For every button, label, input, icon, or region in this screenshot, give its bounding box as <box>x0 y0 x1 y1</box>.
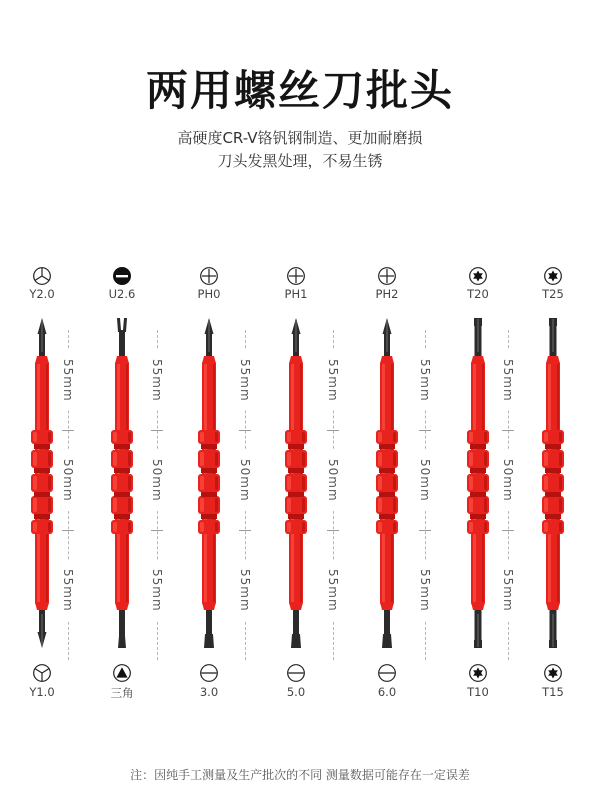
length-guide <box>225 310 265 660</box>
torx-icon <box>468 266 488 286</box>
length-label-middle: 50mm <box>144 450 170 510</box>
bottom-tip-label: 3.0 <box>199 685 219 699</box>
length-label-middle: 50mm <box>320 450 346 510</box>
length-label-middle: 50mm <box>495 450 521 510</box>
guide-tick <box>151 430 163 431</box>
subtitle-line-1: 高硬度CR-V铬钒钢制造、更加耐磨损 <box>177 129 423 147</box>
length-label-bottom: 55mm <box>232 560 258 620</box>
double-ended-bit <box>365 318 409 648</box>
length-label-top: 55mm <box>55 350 81 410</box>
double-ended-bit <box>274 318 318 648</box>
length-label-top: 55mm <box>495 350 521 410</box>
slotted-icon <box>286 663 306 683</box>
top-tip-label: Y2.0 <box>29 287 55 301</box>
triangle-icon <box>112 663 132 683</box>
phillips-icon <box>377 266 397 286</box>
torx-icon <box>543 266 563 286</box>
phillips-icon <box>286 266 306 286</box>
length-guide <box>48 310 88 660</box>
length-label-bottom: 55mm <box>144 560 170 620</box>
page-title: 两用螺丝刀批头 <box>145 66 454 115</box>
footnote: 注：因纯手工测量及生产批次的不同 测量数据可能存在一定误差 <box>130 768 470 782</box>
torx-icon <box>468 663 488 683</box>
length-label-bottom: 55mm <box>495 560 521 620</box>
length-label-bottom: 55mm <box>55 560 81 620</box>
tri-wing-icon <box>32 266 52 286</box>
length-label-top: 55mm <box>412 350 438 410</box>
u-fork-icon <box>112 266 132 286</box>
guide-tick <box>502 530 514 531</box>
top-tip-label: T20 <box>467 287 489 301</box>
slotted-icon <box>199 663 219 683</box>
guide-tick <box>502 430 514 431</box>
length-guide <box>488 310 528 660</box>
slotted-icon <box>377 663 397 683</box>
top-tip-label: PH0 <box>197 287 221 301</box>
guide-tick <box>327 530 339 531</box>
length-label-middle: 50mm <box>232 450 258 510</box>
length-guide <box>405 310 445 660</box>
top-tip-label: U2.6 <box>108 287 136 301</box>
length-label-bottom: 55mm <box>412 560 438 620</box>
guide-tick <box>419 430 431 431</box>
length-guide <box>137 310 177 660</box>
length-label-bottom: 55mm <box>320 560 346 620</box>
guide-tick <box>62 430 74 431</box>
guide-tick <box>419 530 431 531</box>
bottom-tip-label: 5.0 <box>286 685 306 699</box>
guide-tick <box>62 530 74 531</box>
torx-icon <box>543 663 563 683</box>
length-label-middle: 50mm <box>412 450 438 510</box>
tri-wing-icon <box>32 663 52 683</box>
bottom-tip-label: T10 <box>467 685 489 699</box>
bottom-tip-label: 6.0 <box>377 685 397 699</box>
length-label-middle: 50mm <box>55 450 81 510</box>
length-label-top: 55mm <box>320 350 346 410</box>
length-guide <box>313 310 353 660</box>
top-tip-label: T25 <box>542 287 564 301</box>
length-label-top: 55mm <box>144 350 170 410</box>
guide-tick <box>239 530 251 531</box>
phillips-icon <box>199 266 219 286</box>
top-tip-label: PH2 <box>375 287 399 301</box>
double-ended-bit <box>531 318 575 648</box>
guide-tick <box>327 430 339 431</box>
bottom-tip-label: 三角 <box>110 686 134 700</box>
guide-tick <box>151 530 163 531</box>
top-tip-label: PH1 <box>284 287 308 301</box>
length-label-top: 55mm <box>232 350 258 410</box>
bottom-tip-label: T15 <box>542 685 564 699</box>
subtitle-line-2: 刀头发黑处理，不易生锈 <box>217 152 383 170</box>
guide-tick <box>239 430 251 431</box>
bottom-tip-label: Y1.0 <box>29 685 55 699</box>
